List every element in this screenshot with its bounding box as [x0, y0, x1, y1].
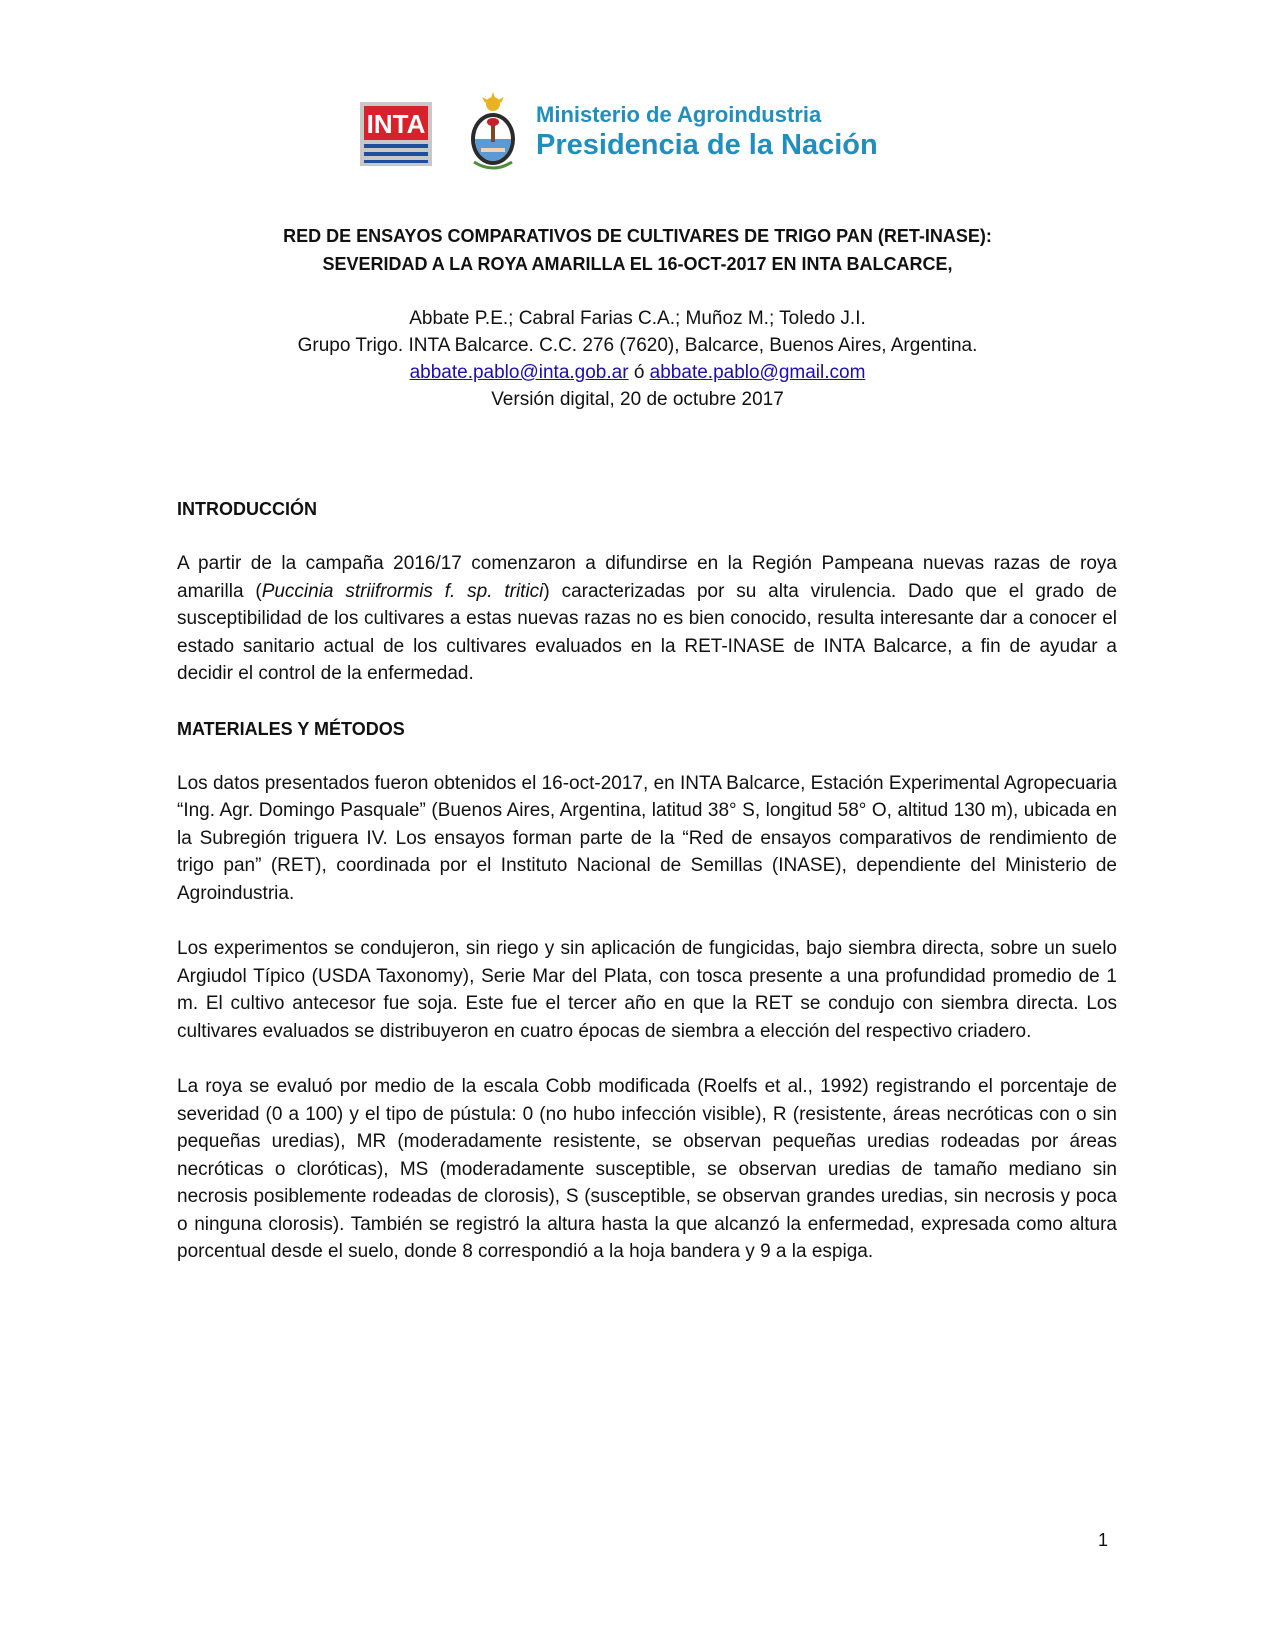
- inta-logo-text: INTA: [366, 109, 426, 139]
- title-line-1: RED DE ENSAYOS COMPARATIVOS DE CULTIVARES DE TRIGO PAN (RET-INASE):: [283, 226, 992, 246]
- methods-heading: MATERIALES Y MÉTODOS: [177, 718, 405, 739]
- author-names: Abbate P.E.; Cabral Farias C.A.; Muñoz M.; Toledo J.I.: [409, 308, 866, 329]
- methods-paragraph-3: La roya se evaluó por medio de la escala Cobb modificada (Roelfs et al., 1992) registrando el porcentaje de severidad (0 a 100) y el tipo de pústula: 0 (no hubo infección visible), R (resistente, áreas necróticas con o sin pequeñas uredias), MR (moderadamente resistente, se observan pequeñas uredias rodeadas por áreas necróticas o cloróticas), MS (moderadamente susceptible, se observan uredias de tamaño mediano sin necrosis posiblemente rodeadas de clorosis), S (susceptible, se observan grandes uredias, sin necrosis y poca o ninguna clorosis). También se registró la altura hasta la que alcanzó la enfermedad, expresada como altura porcentual desde el suelo, donde 8 correspondió a la hoja bandera y 9 a la espiga.: [177, 1076, 1117, 1262]
- introduction-paragraph: A partir de la campaña 2016/17 comenzaron a difundirse en la Región Pampeana nuevas razas de roya amarilla (Puccinia striifrormis f. sp. tritici) caracterizadas por su alta virulencia. Dado que el grado de susceptibilidad de los cultivares a estas nuevas razas no es bien conocido, resulta interesante dar a conocer el estado sanitario actual de los cultivares evaluados en la RET-INASE de INTA Balcarce, a fin de ayudar a decidir el control de la enfermedad.: [177, 553, 1117, 684]
- methods-paragraph-1: Los datos presentados fueron obtenidos el 16-oct-2017, en INTA Balcarce, Estación Experimental Agropecuaria “Ing. Agr. Domingo Pasquale” (Buenos Aires, Argentina, latitud 38° S, longitud 58° O, altitud 130 m), ubicada en la Subregión triguera IV. Los ensayos forman parte de la “Red de ensayos comparativos de rendimiento de trigo pan” (RET), coordinada por el Instituto Nacional de Semillas (INASE), dependiente del Ministerio de Agroindustria.: [177, 772, 1117, 904]
- email-link-gmail[interactable]: abbate.pablo@gmail.com: [649, 362, 866, 383]
- document-title: [150, 222, 1125, 278]
- author-emails: [150, 359, 1125, 386]
- document-body: [177, 496, 1117, 1266]
- author-affiliation: Grupo Trigo. INTA Balcarce. C.C. 276 (7620), Balcarce, Buenos Aires, Argentina.: [297, 335, 978, 356]
- introduction-heading: INTRODUCCIÓN: [177, 499, 317, 519]
- ministry-wordmark: [536, 102, 878, 162]
- header-logos: [360, 92, 960, 172]
- page-number: 1: [1098, 1530, 1109, 1550]
- author-block: [150, 305, 1125, 413]
- species-name: Puccinia striifrormis f. sp. tritici: [261, 580, 544, 602]
- methods-paragraph-2: Los experimentos se condujeron, sin riego y sin aplicación de fungicidas, bajo siembra directa, sobre un suelo Argiudol Típico (USDA Taxonomy), Serie Mar del Plata, con tosca presente a una profundidad promedio de 1 m. El cultivo antecesor fue soja. Este fue el tercer año en que la RET se condujo con siembra directa. Los cultivares evaluados se distribuyeron en cuatro épocas de siembra a elección del respectivo criadero.: [177, 938, 1117, 1042]
- ministry-name: Ministerio de Agroindustria: [536, 102, 822, 127]
- argentina-seal-icon: [466, 92, 520, 172]
- title-line-2: SEVERIDAD A LA ROYA AMARILLA EL 16-OCT-2017 EN INTA BALCARCE,: [322, 254, 953, 274]
- presidency-name: Presidencia de la Nación: [536, 129, 878, 161]
- email-link-inta[interactable]: abbate.pablo@inta.gob.ar: [409, 362, 629, 383]
- version-date: Versión digital, 20 de octubre 2017: [491, 389, 784, 410]
- email-separator: ó: [628, 362, 650, 383]
- inta-logo: [360, 102, 432, 166]
